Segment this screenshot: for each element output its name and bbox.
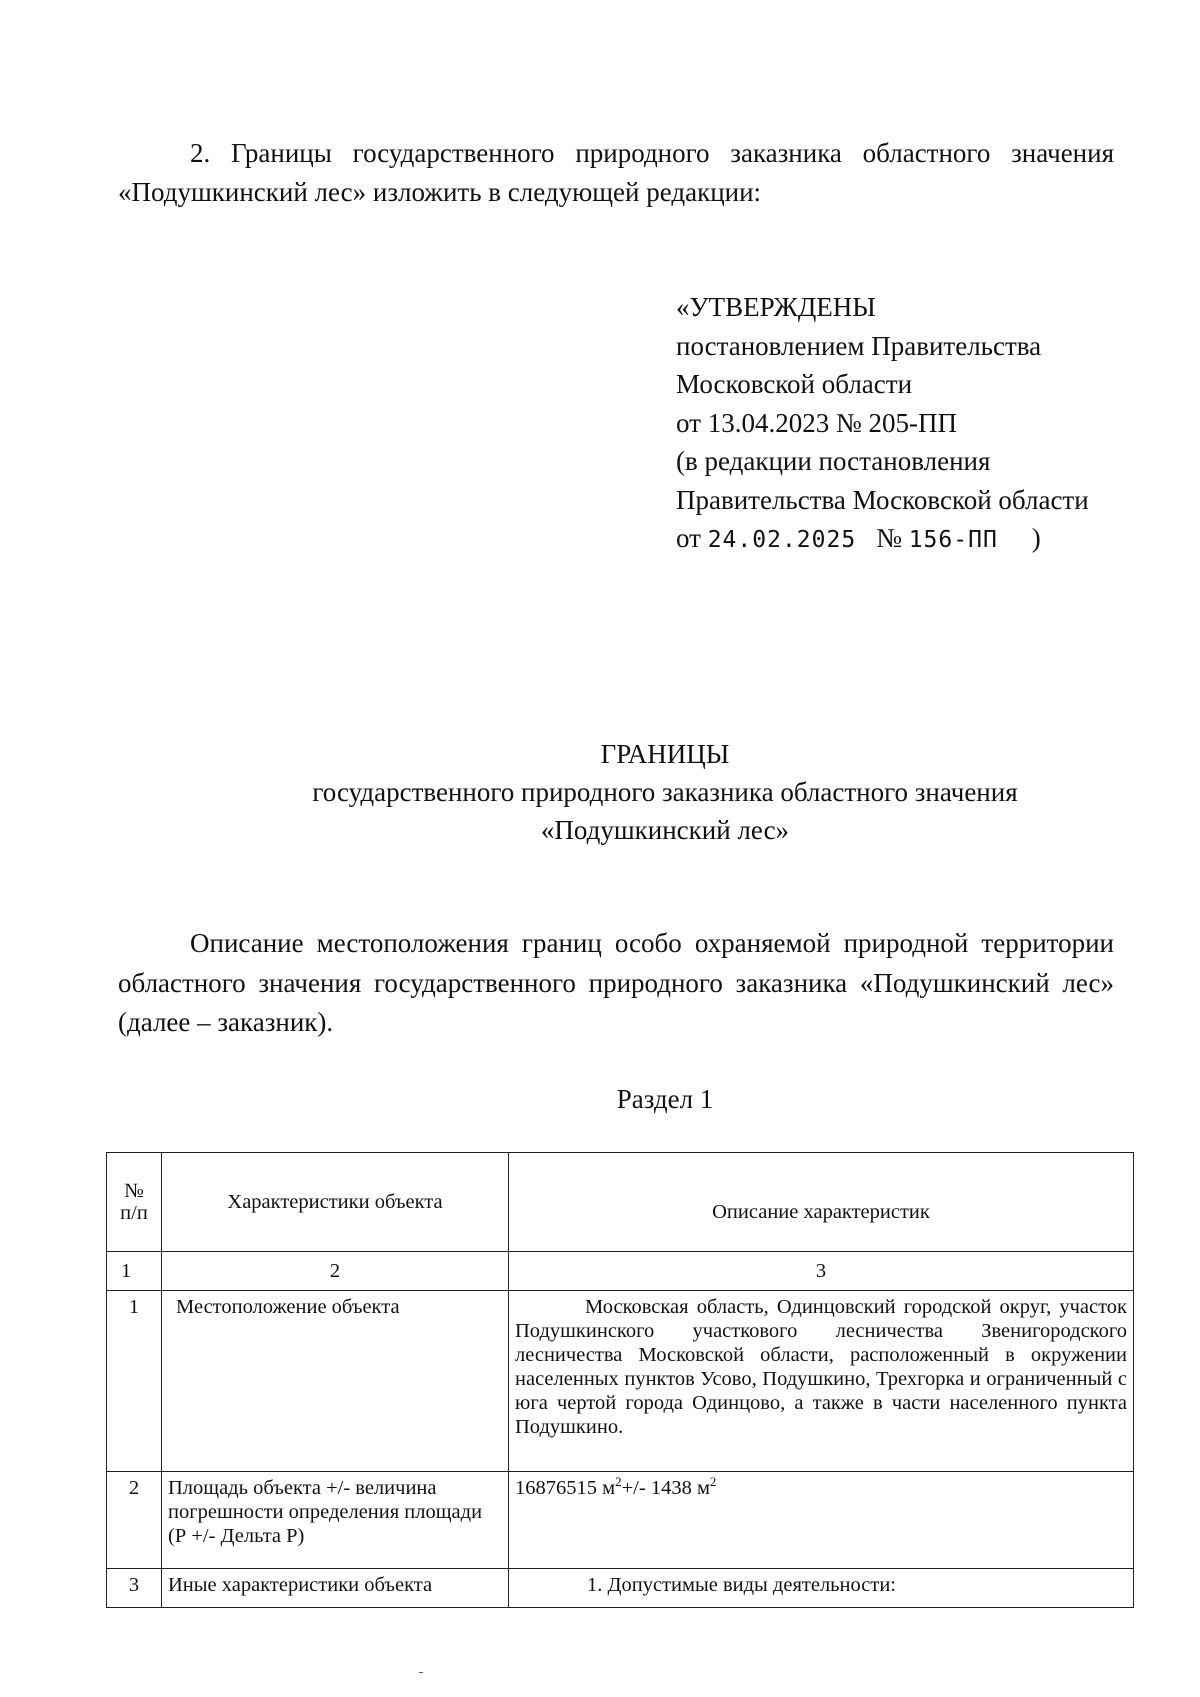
- index-col-2: 2: [162, 1252, 509, 1291]
- section-title: Раздел 1: [616, 1084, 714, 1114]
- characteristics-table: [106, 1152, 1134, 1608]
- approval-line-3: Московской области: [676, 369, 913, 399]
- row-description: [509, 1472, 1134, 1569]
- scan-speck: [419, 1672, 423, 1673]
- intro-paragraph: 2. Границы государственного природного заказника областного значения «Подушкинский лес» изложить в следующей редакции:: [118, 138, 1114, 207]
- table-row: [107, 1472, 1134, 1569]
- approval-close-paren: ): [1031, 523, 1041, 553]
- approval-number: 156-ПП: [908, 527, 998, 553]
- row-num: 2: [107, 1472, 162, 1569]
- row-characteristic: Площадь объекта +/- величина погрешности определения площади (Р +/- Дельта Р): [162, 1472, 509, 1569]
- header-characteristic: Характеристики объекта: [162, 1153, 509, 1252]
- approval-title: «УТВЕРЖДЕНЫ: [676, 292, 876, 322]
- table-header-row: [107, 1153, 1134, 1252]
- area-unit-exponent: 2: [615, 1474, 622, 1490]
- approval-line-5: (в редакции постановления: [676, 446, 991, 476]
- area-error-unit-exponent: 2: [709, 1474, 717, 1490]
- approval-line-2: постановлением Правительства: [676, 330, 1042, 361]
- approval-line-7: [676, 519, 1176, 560]
- table-row: [107, 1569, 1134, 1608]
- row-characteristic: Местоположение объекта: [162, 1291, 509, 1472]
- area-value: 16876515 м: [515, 1477, 616, 1499]
- header-description: Описание характеристик: [509, 1153, 1134, 1252]
- document-heading: [0, 735, 1200, 849]
- row-description: Московская область, Одинцовский городской округ, участок Подушкинского участкового лесничества Звенигородского лесничества Московской области, расположенный в окружении населенных пунктов Усово, Подушкино, Трехгорка и ограниченный с юга чертой города Одинцово, а также в части населенного пункта Подушкино.: [509, 1291, 1134, 1472]
- table-row: [107, 1291, 1134, 1472]
- approval-date: 24.02.2025: [707, 527, 857, 553]
- heading-subtitle-line-1: государственного природного заказника областного значения: [312, 777, 1018, 807]
- row-num: 1: [107, 1291, 162, 1472]
- table-index-row: [107, 1252, 1134, 1291]
- header-num: № п/п: [107, 1153, 162, 1252]
- heading-subtitle-line-2: «Подушкинский лес»: [540, 815, 790, 845]
- approval-stamp-block: [676, 288, 1176, 560]
- row-num: 3: [107, 1569, 162, 1608]
- index-col-3: 3: [509, 1252, 1134, 1291]
- approval-number-sign: №: [876, 523, 902, 553]
- area-error: +/- 1438 м: [621, 1477, 710, 1499]
- approval-line-4: от 13.04.2023 № 205-ПП: [676, 407, 957, 438]
- description-paragraph: Описание местоположения границ особо охраняемой природной территории областного значения государственного природного заказника «Подушкинский лес» (далее – заказник).: [118, 928, 1114, 1037]
- row-characteristic: Иные характеристики объекта: [162, 1569, 509, 1608]
- index-col-1: 1: [107, 1252, 162, 1291]
- heading-title: ГРАНИЦЫ: [600, 739, 730, 769]
- approval-date-prefix: от: [676, 523, 701, 553]
- row-description: 1. Допустимые виды деятельности:: [509, 1569, 1134, 1608]
- approval-line-6: Правительства Московской области: [676, 484, 1089, 515]
